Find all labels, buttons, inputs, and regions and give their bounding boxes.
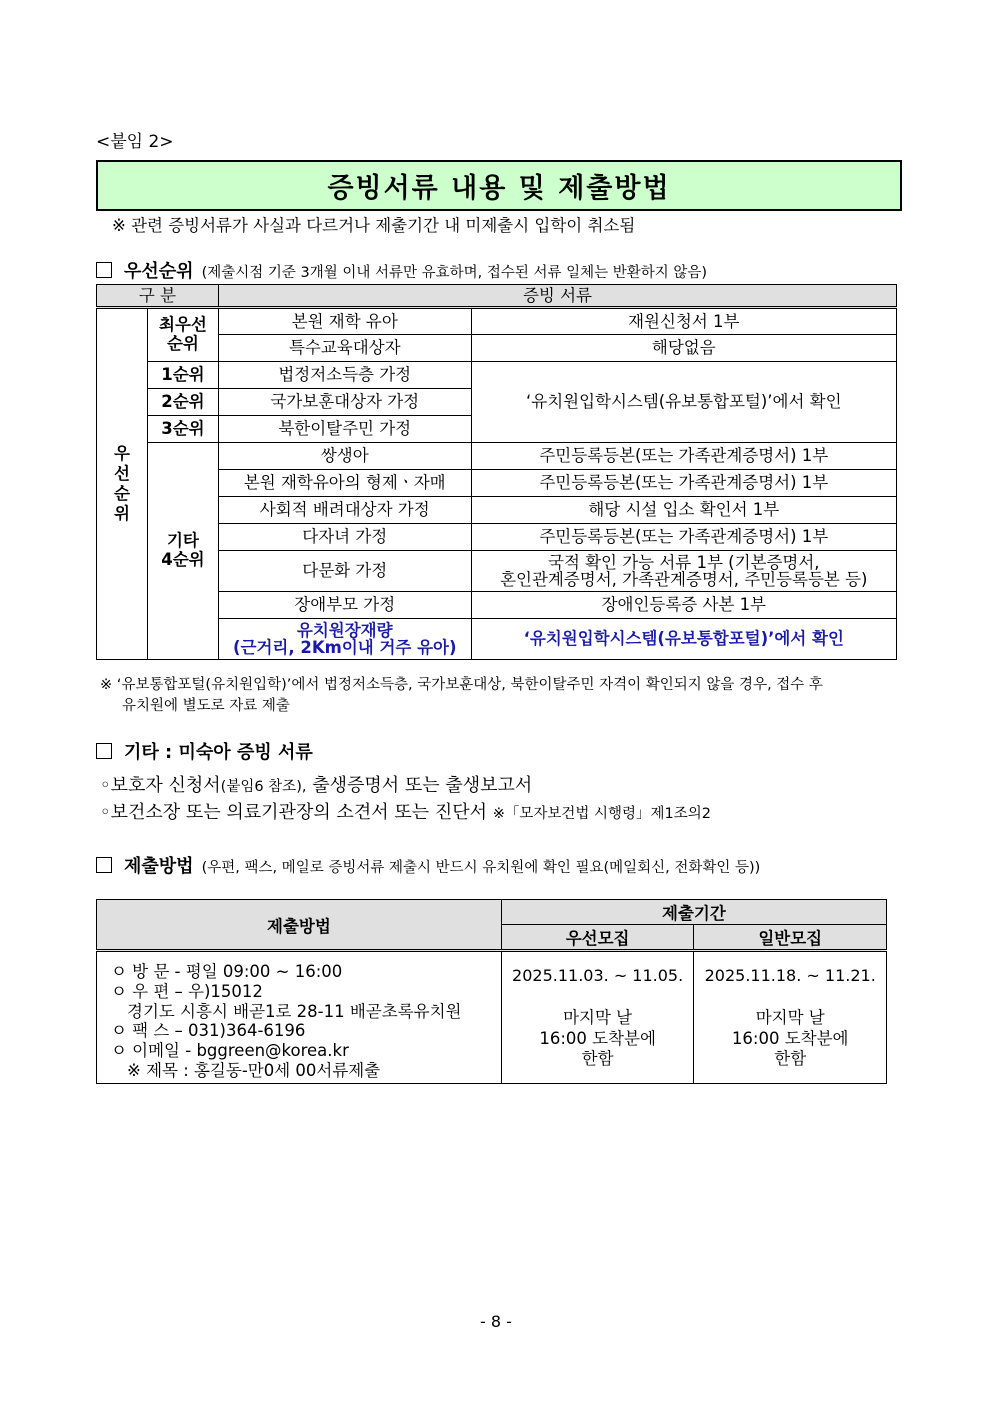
col-category: 구 분 [97, 285, 219, 308]
page-number: - 8 - [480, 1312, 512, 1331]
general-dates: 2025.11.18. ~ 11.21. [704, 966, 876, 985]
page-title-text: 증빙서류 내용 및 제출방법 [327, 173, 671, 204]
col-general: 일반모집 [694, 925, 887, 951]
table-header-row [97, 900, 887, 925]
rank-label: 2순위 [147, 389, 218, 416]
deadline-line: 마지막 날 [563, 1008, 633, 1027]
list-item: ◦보건소장 또는 의료기관장의 소견서 또는 진단서 ※「모자보건법 시행령」제1조의2 [100, 802, 712, 823]
priority-table [96, 284, 897, 660]
title-note: ※ 관련 증빙서류가 사실과 다르거나 제출기간 내 미제출시 입학이 취소됨 [112, 216, 636, 235]
footnote-line: ※ ‘유보통합포털(유치원입학)’에서 법정저소득층, 국가보훈대상, 북한이탈주민 자격이 확인되지 않을 경우, 접수 후 [100, 677, 823, 693]
row-name: 장애부모 가정 [218, 592, 471, 619]
method-line: 경기도 시흥시 배곧1로 28-11 배곧초록유치원 [127, 1001, 462, 1021]
row-name-line: (근거리, 2Km이내 거주 유아) [233, 638, 457, 657]
row-doc-line: 국적 확인 가능 서류 1부 (기본증명서, [548, 552, 820, 572]
deadline-line: 마지막 날 [755, 1008, 825, 1027]
other-heading: 기타 : 미숙아 증빙 서류 [124, 742, 313, 763]
deadline-line: 16:00 도착분에 [731, 1028, 849, 1048]
row-name: 본원 재학유아의 형제ㆍ자매 [218, 470, 471, 497]
row-doc: 장애인등록증 사본 1부 [471, 592, 896, 619]
row-doc: 해당없음 [471, 335, 896, 362]
rank-label: 1순위 [147, 362, 218, 389]
submit-section-heading [96, 852, 760, 878]
row-name [218, 619, 471, 660]
row-name: 다문화 가정 [218, 551, 471, 592]
page-title [96, 160, 902, 211]
method-line: ㅇ 우 편 – 우)15012 [111, 981, 263, 1001]
submit-table [96, 899, 887, 1084]
deadline-line: 한함 [581, 1049, 614, 1069]
row-name: 다자녀 가정 [218, 524, 471, 551]
method-line: ㅇ 이메일 - bggreen@korea.kr [111, 1041, 349, 1061]
table-row [97, 443, 897, 470]
row-name: 북한이탈주민 가정 [218, 416, 471, 443]
method-cell [97, 951, 502, 1084]
priority-dates: 2025.11.03. ~ 11.05. [512, 966, 684, 985]
row-doc-line: 혼인관계증명서, 가족관계증명서, 주민등록등본 등) [500, 570, 868, 589]
priority-footnote [100, 675, 900, 717]
method-line: ㅇ 방 문 - 평일 09:00 ~ 16:00 [111, 962, 343, 981]
col-docs: 증빙 서류 [218, 285, 896, 308]
col-period: 제출기간 [501, 900, 886, 925]
rank-label: 3순위 [147, 416, 218, 443]
method-line: ㅇ 팩 스 – 031)364-6196 [111, 1021, 306, 1041]
group-label: 우선순위 [97, 308, 148, 660]
list-item: ◦보호자 신청서(붙임6 참조), 출생증명서 또는 출생보고서 [100, 775, 533, 796]
priority-heading: 우선순위 [124, 261, 194, 282]
checkbox-square-icon [96, 857, 112, 873]
row-name: 국가보훈대상자 가정 [218, 389, 471, 416]
other-priority-label: 기타 4순위 [147, 443, 218, 660]
deadline-line: 16:00 도착분에 [539, 1028, 656, 1048]
checkbox-square-icon [96, 262, 112, 278]
deadline-line: 한함 [774, 1049, 807, 1069]
priority-period-cell [501, 951, 694, 1084]
top-priority-label: 최우선순위 [147, 308, 218, 362]
row-doc: 주민등록등본(또는 가족관계증명서) 1부 [471, 524, 896, 551]
priority-section-heading [96, 257, 707, 283]
row-name: 본원 재학 유아 [218, 308, 471, 335]
row-name: 사회적 배려대상자 가정 [218, 497, 471, 524]
checkbox-square-icon [96, 743, 112, 759]
table-row [97, 308, 897, 335]
submit-heading: 제출방법 [124, 856, 194, 877]
col-method: 제출방법 [97, 900, 502, 951]
table-header-row [97, 285, 897, 308]
general-period-cell [694, 951, 887, 1084]
row-doc: ‘유치원입학시스템(유보통합포털)’에서 확인 [471, 362, 896, 443]
row-doc: 주민등록등본(또는 가족관계증명서) 1부 [471, 443, 896, 470]
row-doc: ‘유치원입학시스템(유보통합포털)’에서 확인 [471, 619, 896, 660]
submit-subnote: (우편, 팩스, 메일로 증빙서류 제출시 반드시 유치원에 확인 필요(메일회신, 전화확인 등)) [201, 860, 761, 876]
method-line: ※ 제목 : 홍길동-만0세 00서류제출 [127, 1060, 381, 1080]
table-row [97, 362, 897, 389]
row-doc: 해당 시설 입소 확인서 1부 [471, 497, 896, 524]
row-name: 쌍생아 [218, 443, 471, 470]
row-name-line: 유치원장재량 [296, 620, 393, 640]
row-doc [471, 551, 896, 592]
table-row [97, 951, 887, 1084]
row-name: 법정저소득층 가정 [218, 362, 471, 389]
priority-subnote: (제출시점 기준 3개월 이내 서류만 유효하며, 접수된 서류 일체는 반환하지 않음) [201, 265, 708, 281]
row-doc: 주민등록등본(또는 가족관계증명서) 1부 [471, 470, 896, 497]
row-doc: 재원신청서 1부 [471, 308, 896, 335]
col-priority: 우선모집 [501, 925, 694, 951]
footnote-line: 유치원에 별도로 자료 제출 [122, 698, 290, 715]
row-name: 특수교육대상자 [218, 335, 471, 362]
attachment-label: <붙임 2> [96, 132, 174, 152]
other-section-heading [96, 738, 321, 764]
